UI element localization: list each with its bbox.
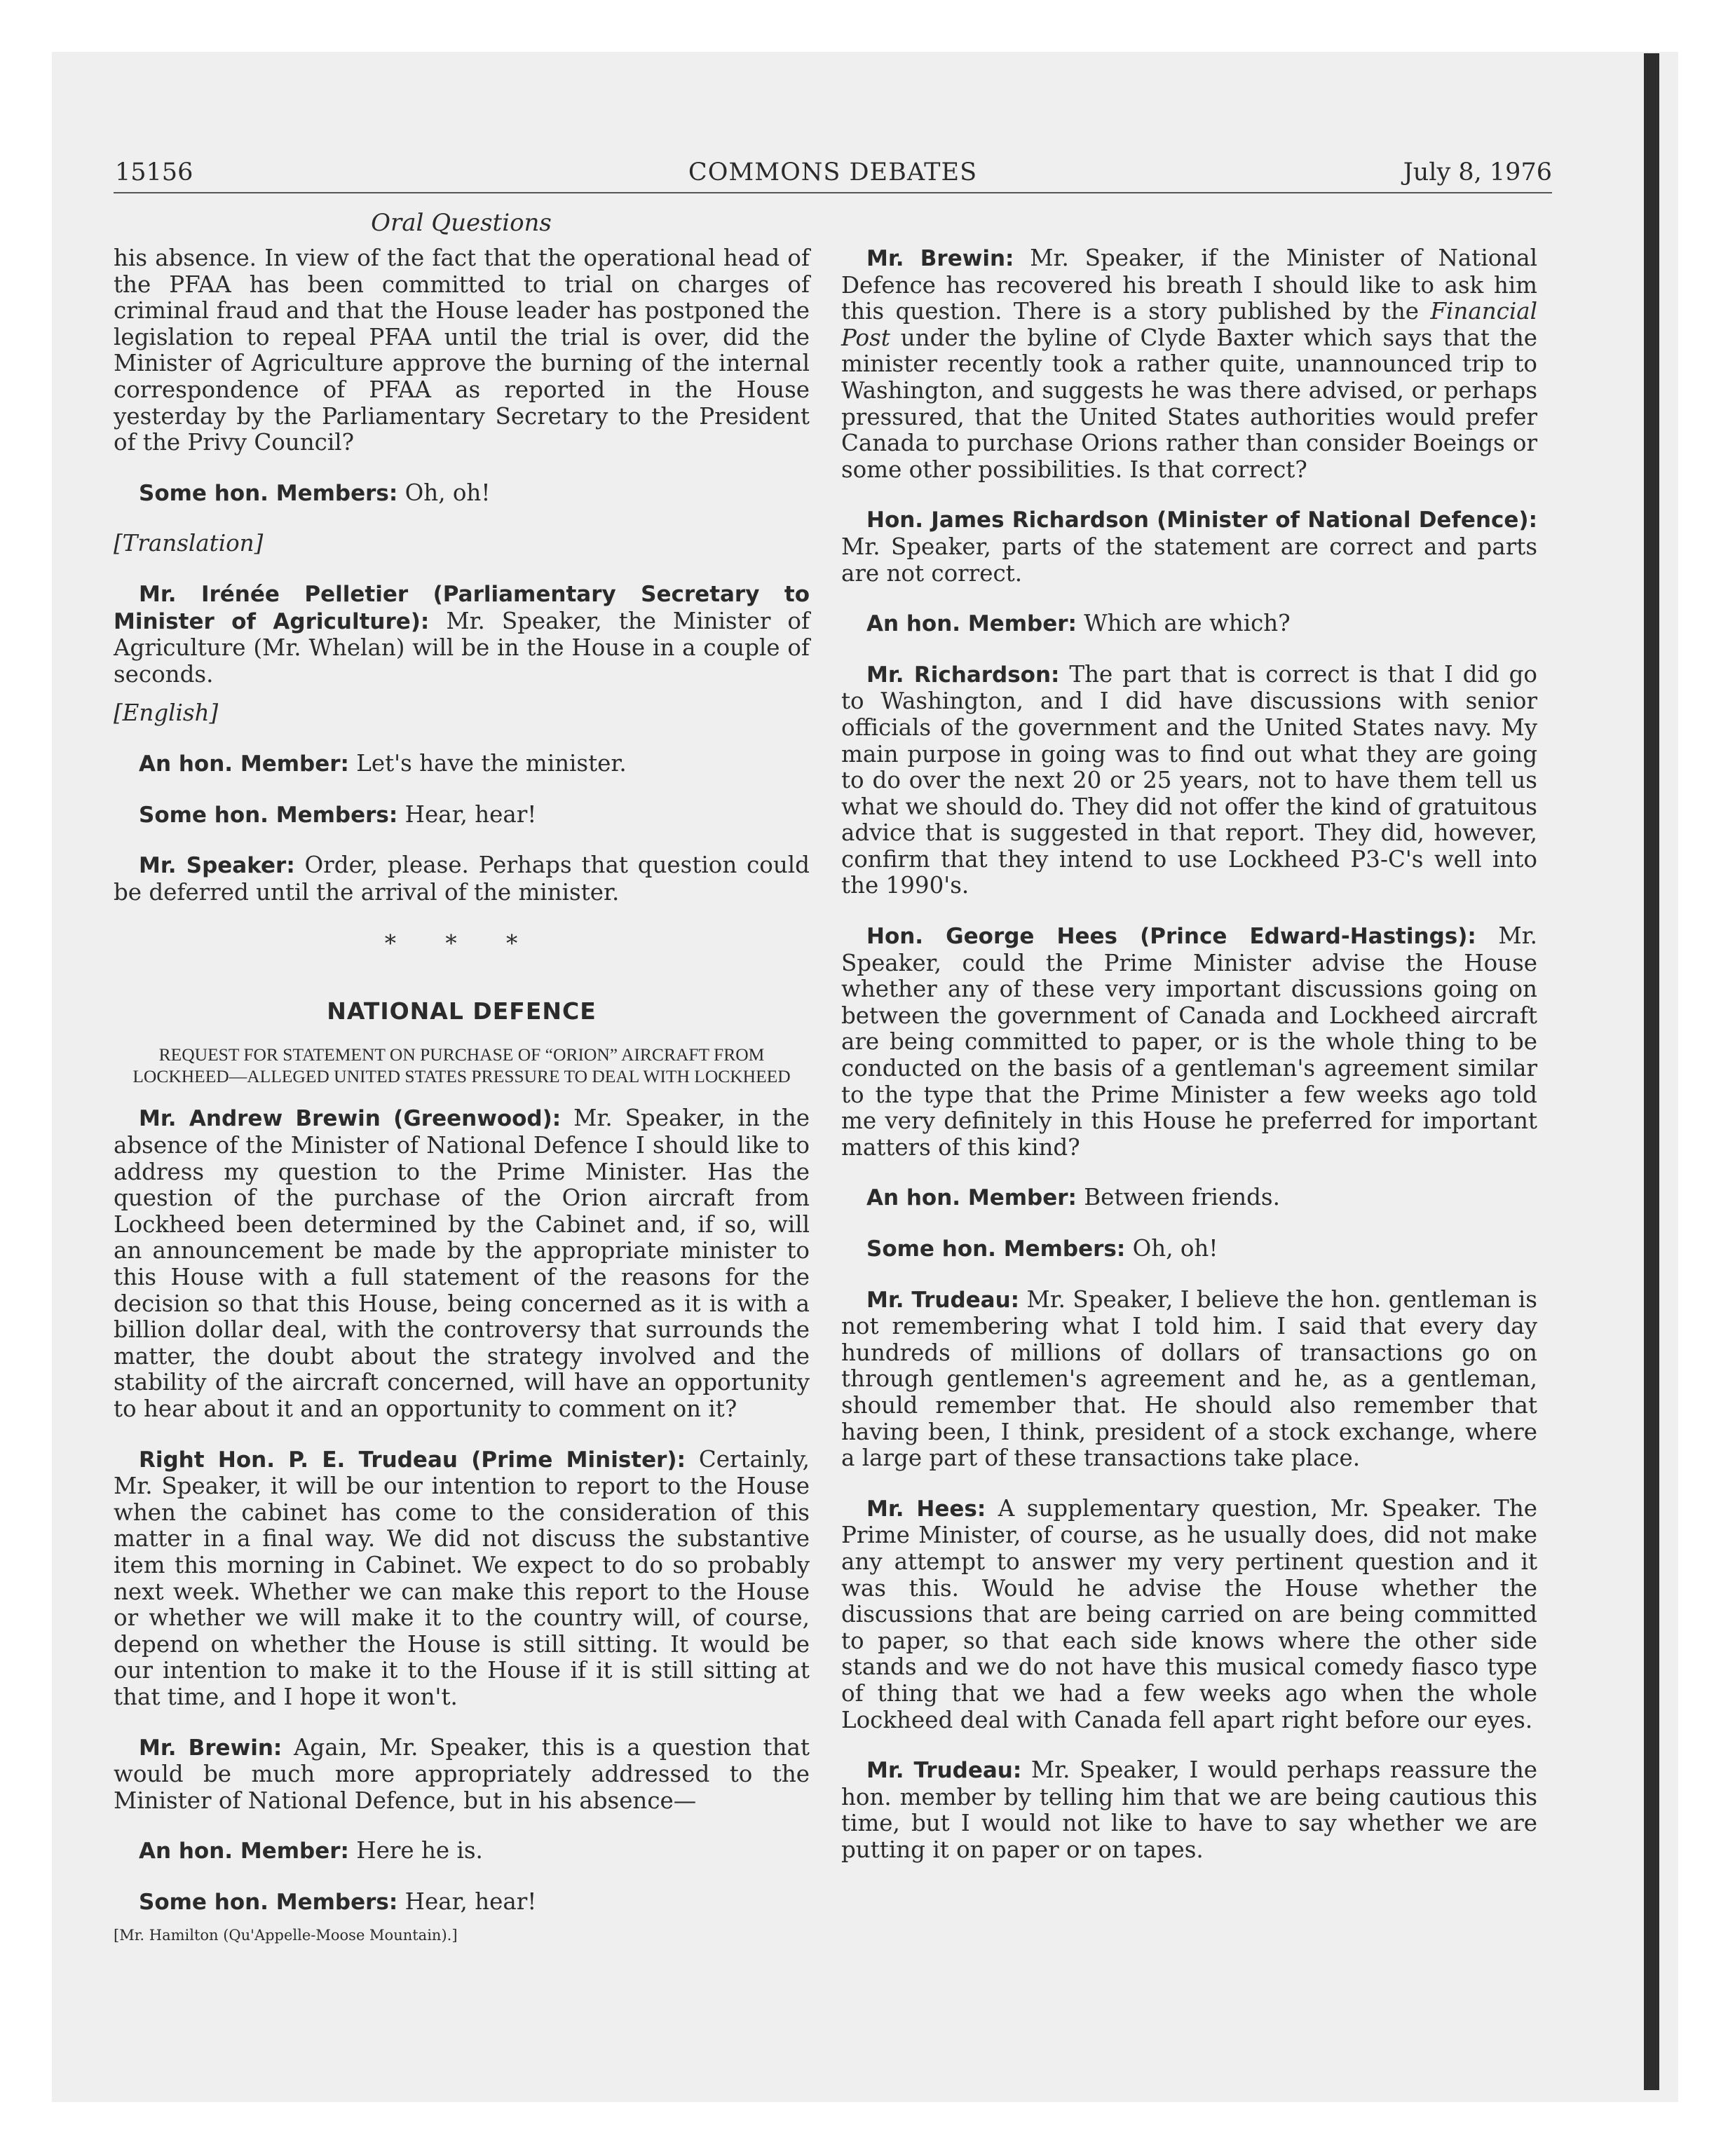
right-column: [841, 245, 1537, 1887]
speech-text: Mr. Speaker, I believe the hon. gentleman is not remembering what I told him. I said that every day hundreds of millions of dollars of transactions go on through gentlemen's agreement and he, as a gentleman, should remember that. He should also remember that having been, I think, president of a stock exchange, where a large part of these transactions take place.: [841, 1285, 1537, 1472]
speech-text: Mr. Speaker, I would perhaps reassure the hon. member by telling him that we are being cautious this time, but I would not like to have to say whether we are putting it on paper or on tapes.: [841, 1756, 1538, 1863]
speech-text: Mr. Speaker, the Minister of Agriculture (Mr. Whelan) will be in the House in a couple of seconds.: [114, 607, 810, 688]
speech-paragraph: [841, 1287, 1537, 1472]
speech-text: A supplementary question, Mr. Speaker. The Prime Minister, of course, as he usually does, did not make any attempt to answer my very pertinent question and it was this. Would he advise the House whether the discussions that are being carried on are being committed to paper, so that each side knows where the other side stands and we do not have this musical comedy fiasco type of thing that we had a few weeks ago when the whole Lockheed deal with Canada fell apart right before our eyes.: [841, 1494, 1537, 1733]
speaker-name: An hon. Member:: [866, 611, 1077, 637]
publication-name: Financial Post: [841, 298, 1537, 351]
speech-paragraph: [114, 1735, 810, 1815]
topic-subheading: REQUEST FOR STATEMENT ON PURCHASE OF “ORION” AIRCRAFT FROM LOCKHEED—ALLEGED UNITED STATES PRESSURE TO DEAL WITH LOCKHEED: [132, 1044, 791, 1087]
paragraph: his absence. In view of the fact that the operational head of the PFAA has been committed to trial on charges of criminal fraud and that the House leader has postponed the legislation to repeal PFAA until the trial is over, did the Minister of Agriculture approve the burning of the internal correspondence of PFAA as reported in the House yesterday by the Parliamentary Secretary to the President of the Privy Council?: [114, 245, 810, 456]
speech-text: Here he is.: [348, 1837, 483, 1864]
topic-heading: NATIONAL DEFENCE: [327, 997, 597, 1025]
speaker-name: Mr. Andrew Brewin (Greenwood):: [139, 1106, 562, 1132]
section-title: Oral Questions: [371, 209, 552, 237]
speech-text: Again, Mr. Speaker, this is a question that would be much more appropriately addressed to the Minister of National Defence, but in his absence—: [114, 1733, 810, 1814]
page-date: July 8, 1976: [1403, 158, 1552, 186]
language-marker: [English]: [114, 700, 219, 727]
speech-paragraph: [114, 1838, 810, 1865]
page-number: 15156: [115, 158, 193, 186]
speech-paragraph: [114, 1447, 810, 1711]
speech-paragraph: [114, 1889, 810, 1916]
speech-text: Order, please. Perhaps that question could be deferred until the arrival of the minister.: [114, 852, 810, 906]
speaker-name: Some hon. Members:: [139, 1889, 398, 1915]
speaker-name: Right Hon. P. E. Trudeau (Prime Minister):: [139, 1447, 686, 1473]
speech-paragraph: [841, 1185, 1537, 1212]
speech-paragraph: [114, 852, 810, 906]
speech-paragraph: [114, 802, 810, 829]
speech-text: Between friends.: [1076, 1184, 1280, 1211]
speech-paragraph: [114, 1105, 810, 1422]
speaker-name: Some hon. Members:: [866, 1236, 1126, 1262]
scan-edge-bar: [1644, 53, 1659, 2090]
speech-text: Let's have the minister.: [348, 749, 627, 777]
left-column: [114, 245, 810, 1944]
speech-text: Oh, oh!: [1125, 1235, 1218, 1262]
speech-text: The part that is correct is that I did go to Washington, and I did have discussions with senior officials of the government and the United States navy. My main purpose in going was to find out what they are going to do over the next 20 or 25 years, not to have them tell us what we should do. They did not offer the kind of gratuitous advice that is suggested in that report. They did, however, confirm that they intend to use Lockheed P3-C's well into the 1990's.: [841, 660, 1537, 899]
speech-paragraph: [841, 1496, 1537, 1733]
speech-text: Certainly, Mr. Speaker, it will be our intention to report to the House when the cabinet has come to the consideration of this matter in a final way. We did not discuss the substantive item this morning in Cabinet. We expect to do so probably next week. Whether we can make this report to the House or whether we will make it to the country will, of course, depend on whether the House is still sitting. It would be our intention to make it to the House if it is still sitting at that time, and I hope it won't.: [114, 1445, 810, 1710]
speech-paragraph: [841, 1757, 1537, 1863]
speaker-name: Hon. George Hees (Prince Edward-Hastings):: [866, 924, 1476, 950]
speech-paragraph: [841, 507, 1537, 587]
section-separator: * * *: [384, 930, 539, 957]
speaker-name: Mr. Trudeau:: [866, 1758, 1022, 1784]
speaker-name: Mr. Trudeau:: [866, 1287, 1020, 1313]
speaker-name: Some hon. Members:: [139, 480, 398, 506]
speech-paragraph: [114, 751, 810, 778]
language-marker: [Translation]: [114, 530, 264, 557]
speech-paragraph: [114, 480, 810, 507]
speaker-name: Mr. Speaker:: [139, 853, 295, 879]
speaker-name: An hon. Member:: [139, 1838, 349, 1864]
speech-paragraph: [841, 923, 1537, 1161]
speaker-name: An hon. Member:: [866, 1185, 1077, 1211]
speaker-name: Mr. Irénée Pelletier (Parliamentary Secretary to Minister of Agriculture):: [114, 581, 810, 634]
speech-text: Mr. Speaker, if the Minister of National Defence has recovered his breath I should like to ask him this question. There is a story published by the: [841, 245, 1537, 325]
speech-paragraph: [841, 245, 1537, 483]
publication-title: COMMONS DEBATES: [688, 158, 978, 186]
speech-text: under the byline of Clyde Baxter which says that the minister recently took a rather quite, unannounced trip to Washington, and suggests he was there advised, or perhaps pressured, that the United States authorities would prefer Canada to purchase Orions rather than consider Boeings or some other possibilities. Is that correct?: [841, 324, 1537, 483]
speech-paragraph: [841, 1236, 1537, 1263]
speaker-name: An hon. Member:: [139, 751, 349, 777]
speech-text: Mr. Speaker, in the absence of the Minister of National Defence I should like to address my question to the Prime Minister. Has the question of the purchase of the Orion aircraft from Lockheed been determined by the Cabinet and, if so, will an announcement be made by the appropriate minister to this House with a full statement of the reasons for the decision so that this House, being concerned as it is with a billion dollar deal, with the controversy that surrounds the matter, the doubt about the strategy involved and the stability of the aircraft concerned, will have an opportunity to hear about it and an opportunity to comment on it?: [114, 1105, 810, 1422]
speech-text: Mr. Speaker, parts of the statement are correct and parts are not correct.: [841, 533, 1537, 587]
footnote: [Mr. Hamilton (Qu'Appelle-Moose Mountain).]: [114, 1926, 458, 1944]
speech-text: Mr. Speaker, could the Prime Minister advise the House whether any of these very important discussions going on between the government of Canada and Lockheed aircraft are being committed to paper, or is the whole thing to be conducted on the basis of a gentleman's agreement similar to the type that the Prime Minister a few weeks ago told me very definitely in this House he preferred for important matters of this kind?: [841, 922, 1537, 1161]
speaker-name: Mr. Hees:: [866, 1496, 986, 1522]
speaker-name: Mr. Richardson:: [866, 662, 1060, 688]
speech-text: Hear, hear!: [397, 1888, 537, 1915]
speech-paragraph: [841, 610, 1537, 638]
speaker-name: Mr. Brewin:: [866, 246, 1014, 271]
speaker-name: Hon. James Richardson (Minister of National Defence):: [866, 507, 1537, 533]
speech-text: Oh, oh!: [397, 479, 491, 506]
speaker-name: Mr. Brewin:: [139, 1735, 283, 1761]
speech-text: Hear, hear!: [397, 800, 537, 828]
page-header: [114, 158, 1552, 193]
speech-paragraph: [841, 662, 1537, 899]
speech-text: Which are which?: [1076, 610, 1291, 637]
speech-paragraph: [114, 581, 810, 688]
speaker-name: Some hon. Members:: [139, 802, 398, 828]
